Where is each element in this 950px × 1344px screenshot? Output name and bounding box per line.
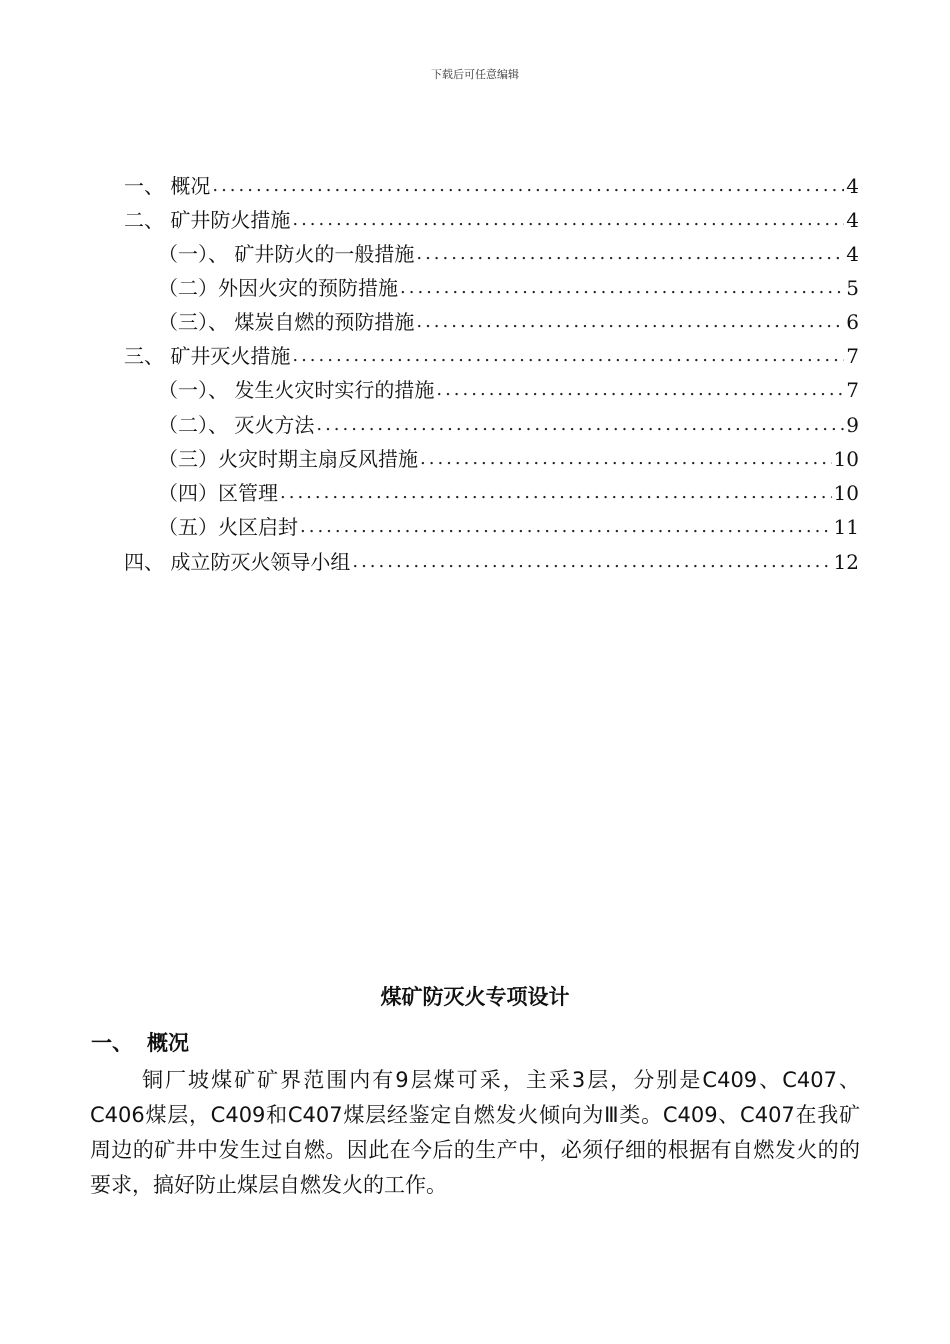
toc-entry-page: 7: [846, 344, 859, 368]
toc-entry-page: 9: [846, 413, 859, 437]
toc-dot-leader: [418, 444, 832, 474]
toc-entry-page: 5: [846, 276, 859, 300]
toc-entry-label: （三）、 煤炭自燃的预防措施: [158, 310, 415, 334]
toc-dot-leader: [398, 273, 844, 303]
section-heading: [91, 1028, 189, 1058]
toc-entry-label: 二、 矿井防火措施: [124, 208, 291, 232]
toc-entry-page: 4: [846, 174, 859, 198]
page-header-note: 下载后可任意编辑: [431, 68, 519, 81]
toc-dot-leader: [298, 512, 832, 542]
toc-entry[interactable]: [124, 205, 859, 235]
section-number: 一、: [91, 1031, 133, 1055]
toc-entry-label: （一）、 发生火灾时实行的措施: [158, 378, 435, 402]
toc-dot-leader: [290, 341, 844, 371]
toc-dot-leader: [434, 375, 844, 405]
toc-entry[interactable]: [158, 239, 859, 269]
toc-entry-page: 4: [846, 208, 859, 232]
document-title: 煤矿防灭火专项设计: [380, 985, 570, 1009]
toc-entry[interactable]: [124, 341, 859, 371]
toc-entry[interactable]: [158, 478, 859, 508]
toc-dot-leader: [314, 410, 844, 440]
toc-entry-label: 三、 矿井灭火措施: [124, 344, 291, 368]
toc-entry[interactable]: [124, 171, 859, 201]
toc-entry[interactable]: [158, 444, 859, 474]
toc-entry-label: 一、 概况: [124, 174, 211, 198]
toc-entry-label: （一）、 矿井防火的一般措施: [158, 242, 415, 266]
toc-dot-leader: [278, 478, 832, 508]
toc-entry-label: （四）区管理: [158, 481, 278, 505]
toc-entry-page: 10: [833, 447, 859, 471]
toc-entry-page: 12: [833, 550, 859, 574]
toc-dot-leader: [414, 307, 844, 337]
toc-entry-page: 4: [846, 242, 859, 266]
toc-entry-label: （二）、 灭火方法: [158, 413, 315, 437]
toc-entry[interactable]: [158, 273, 859, 303]
section-title: 概况: [147, 1031, 189, 1055]
body-paragraph: 铜厂坡煤矿矿界范围内有9层煤可采，主采3层，分别是C409、C407、 C406煤层，C409和C407煤层经鉴定自燃发火倾向为Ⅲ类。C409、C407在我矿周边的矿井中发生过自燃。因此在今后的生产中，必须仔细的根据有自燃发火的的要求，搞好防止煤层自燃发火的工作。: [90, 1068, 860, 1197]
toc-entry-label: （三）火灾时期主扇反风措施: [158, 447, 418, 471]
toc-dot-leader: [290, 205, 844, 235]
toc-entry-page: 7: [846, 378, 859, 402]
toc-entry-page: 10: [833, 481, 859, 505]
toc-entry-label: 四、 成立防灭火领导小组: [124, 550, 351, 574]
toc-entry-label: （二）外因火灾的预防措施: [158, 276, 398, 300]
toc-entry[interactable]: [124, 547, 859, 577]
toc-dot-leader: [414, 239, 844, 269]
toc-entry[interactable]: [158, 410, 859, 440]
toc-entry-label: （五）火区启封: [158, 515, 298, 539]
toc-entry[interactable]: [158, 307, 859, 337]
toc-dot-leader: [350, 547, 831, 577]
toc-entry[interactable]: [158, 375, 859, 405]
toc-entry-page: 11: [833, 515, 859, 539]
toc-entry[interactable]: [158, 512, 859, 542]
toc-dot-leader: [210, 171, 844, 201]
toc-entry-page: 6: [846, 310, 859, 334]
